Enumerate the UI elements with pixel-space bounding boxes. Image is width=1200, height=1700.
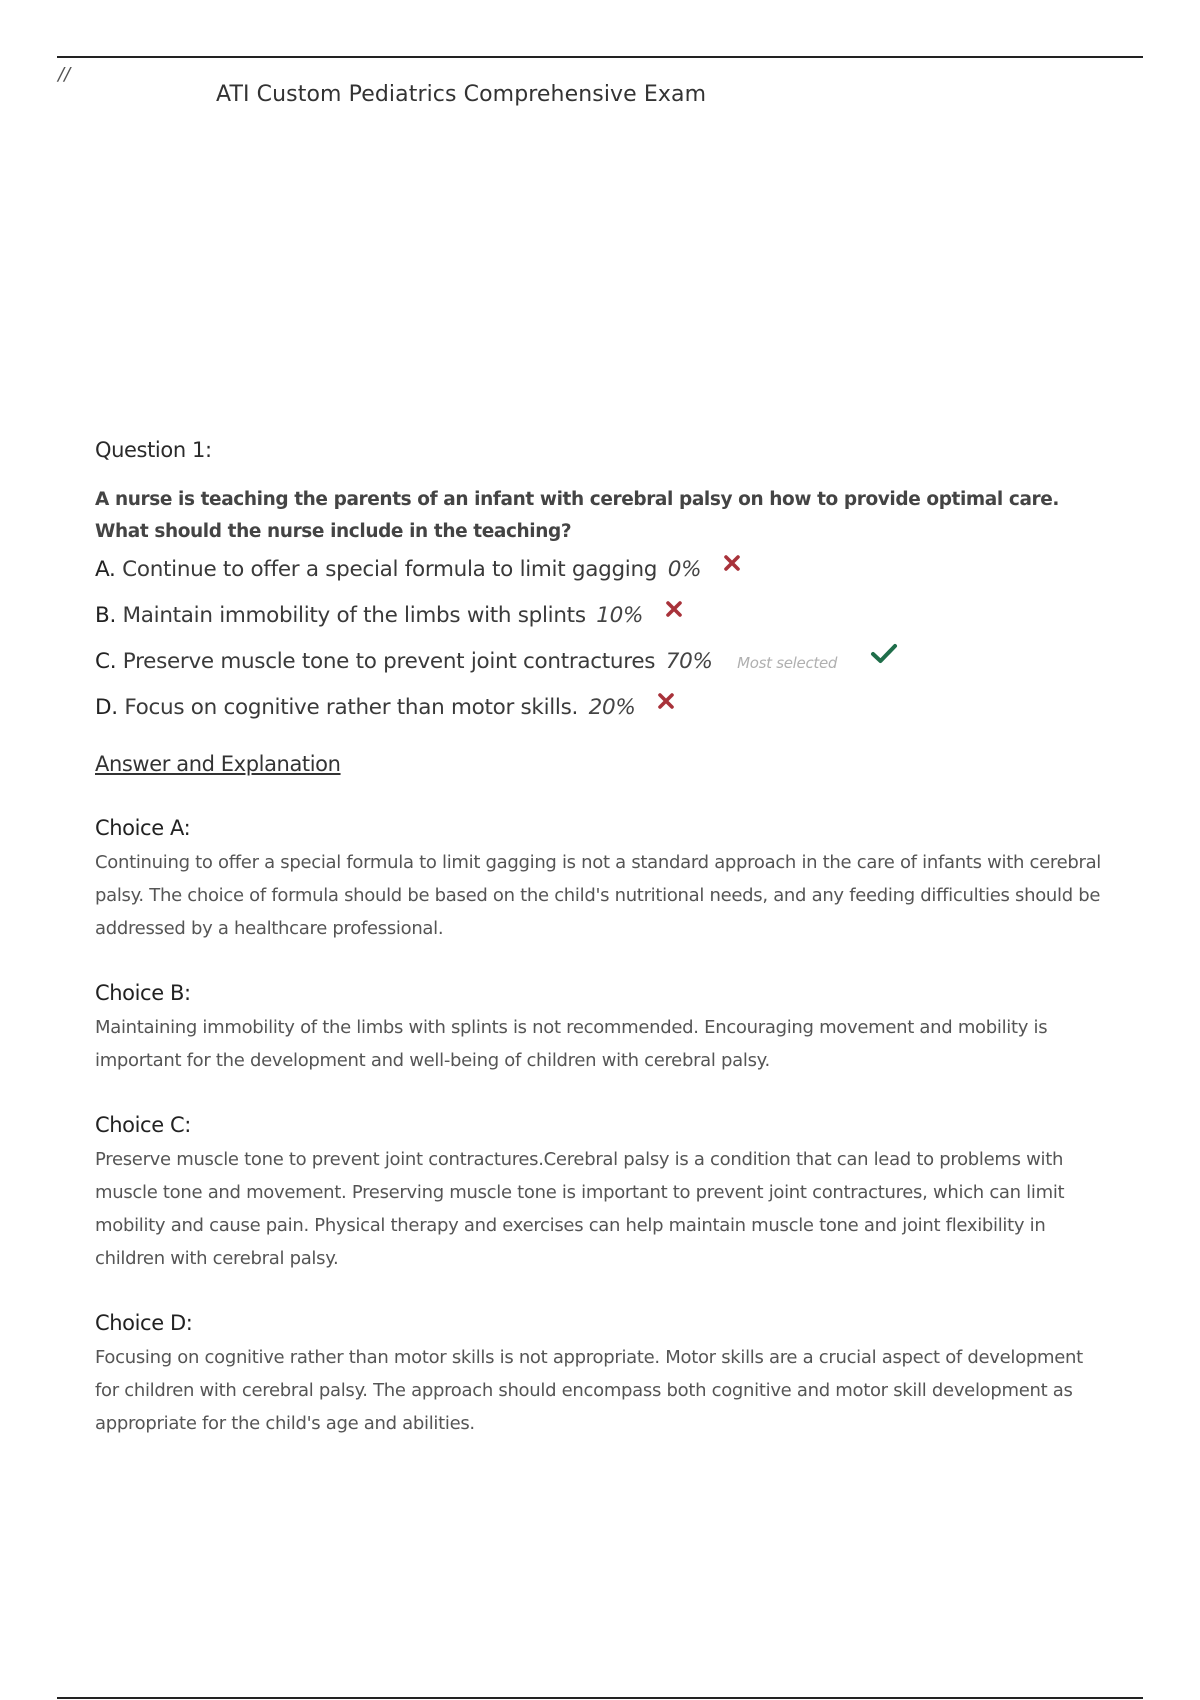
option-text: Focus on cognitive rather than motor skills. <box>124 695 579 720</box>
option-text: Preserve muscle tone to prevent joint contractures <box>122 649 656 674</box>
choice-heading: Choice D: <box>95 1311 193 1335</box>
question-heading: Question 1: <box>95 438 212 462</box>
option-c[interactable] <box>95 640 1105 686</box>
correct-icon <box>870 637 898 681</box>
question-text: A nurse is teaching the parents of an infant with cerebral palsy on how to provide optimal care. What should the nurse include in the teaching? <box>95 489 1060 542</box>
choice-text: Preserve muscle tone to prevent joint contractures.Cerebral palsy is a condition that can lead to problems with muscle tone and movement. Preserving muscle tone is important to prevent joint contractures, which can limit mobility and cause pain. Physical therapy and exercises can help maintain muscle tone and joint flexibility in children with cerebral palsy. <box>95 1149 1065 1269</box>
option-percent: 20% <box>588 695 636 720</box>
option-d[interactable] <box>95 686 1105 732</box>
option-b[interactable] <box>95 594 1105 640</box>
option-a[interactable] <box>95 548 1105 594</box>
choice-heading: Choice A: <box>95 816 191 840</box>
wrong-icon <box>722 545 742 589</box>
page-marker: // <box>58 64 71 85</box>
bottom-rule <box>57 1697 1143 1699</box>
wrong-icon <box>656 683 676 727</box>
choice-text: Maintaining immobility of the limbs with splints is not recommended. Encouraging movement and mobility is important for the development and well-being of children with cerebral palsy. <box>95 1017 1048 1071</box>
option-letter: C. <box>95 649 117 674</box>
document-title: ATI Custom Pediatrics Comprehensive Exam <box>216 82 707 107</box>
choice-text: Focusing on cognitive rather than motor skills is not appropriate. Motor skills are a crucial aspect of development for children with cerebral palsy. The approach should encompass both cognitive and motor skill development as appropriate for the child's age and abilities. <box>95 1347 1083 1434</box>
choice-heading: Choice C: <box>95 1113 191 1137</box>
option-percent: 70% <box>665 649 713 674</box>
option-letter: B. <box>95 603 116 628</box>
option-text: Continue to offer a special formula to limit gagging <box>122 557 658 582</box>
option-percent: 10% <box>596 603 644 628</box>
question-block <box>95 438 1105 1440</box>
option-letter: D. <box>95 695 118 720</box>
answer-explanation-link[interactable]: Answer and Explanation <box>95 752 341 776</box>
top-rule <box>57 56 1143 58</box>
choice-heading: Choice B: <box>95 981 191 1005</box>
wrong-icon <box>664 591 684 635</box>
explanation-choice-d <box>95 1311 1105 1440</box>
explanation-choice-c <box>95 1113 1105 1275</box>
most-selected-note: Most selected <box>737 654 838 672</box>
answer-options <box>95 548 1105 732</box>
option-letter: A. <box>95 557 116 582</box>
option-text: Maintain immobility of the limbs with splints <box>122 603 586 628</box>
option-percent: 0% <box>667 557 702 582</box>
explanation-choice-b <box>95 981 1105 1077</box>
choice-text: Continuing to offer a special formula to limit gagging is not a standard approach in the care of infants with cerebral palsy. The choice of formula should be based on the child's nutritional needs, and any feeding difficulties should be addressed by a healthcare professional. <box>95 852 1101 939</box>
explanation-choice-a <box>95 816 1105 945</box>
